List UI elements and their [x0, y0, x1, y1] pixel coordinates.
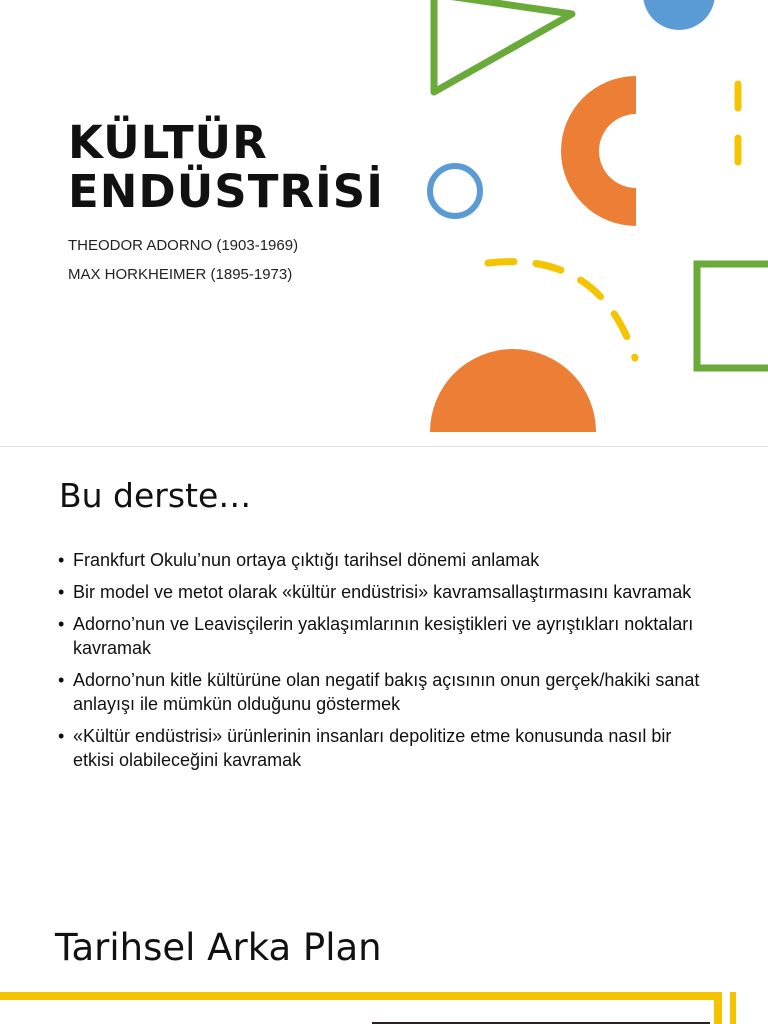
blue-ring-shape — [430, 166, 480, 216]
slide-heading: Bu derste… — [59, 476, 252, 515]
list-item: • Adorno’nun kitle kültürüne olan negatif bakış açısının onun gerçek/hakiki sanat anlayışı ile mümkün olduğunu göstermek — [56, 668, 706, 716]
slide-divider — [0, 446, 768, 447]
yellow-dashed-arc-shape — [488, 262, 635, 358]
orange-half-circle-shape — [430, 349, 596, 432]
list-item: • «Kültür endüstrisi» ürünlerinin insanları depolitize etme konusunda nasıl bir etkisi olabileceğini kavramak — [56, 724, 706, 772]
green-triangle-shape — [434, 0, 572, 92]
yellow-frame-top — [0, 992, 722, 1000]
list-item: • Frankfurt Okulu’nun ortaya çıktığı tarihsel dönemi anlamak — [56, 548, 706, 572]
title-line-2: ENDÜSTRİSİ — [68, 165, 384, 218]
subtitle-horkheimer: MAX HORKHEIMER (1895-1973) — [68, 266, 293, 283]
objectives-slide — [0, 452, 768, 892]
decorative-shapes — [0, 0, 768, 440]
blue-circle-shape — [643, 0, 715, 30]
list-item: • Adorno’nun ve Leavisçilerin yaklaşımlarının kesiştikleri ve ayrıştıkları noktaları kavramak — [56, 612, 706, 660]
title-line-1: KÜLTÜR — [68, 116, 268, 169]
green-square-shape — [697, 264, 768, 368]
list-item: • Bir model ve metot olarak «kültür endüstrisi» kavramsallaştırmasını kavramak — [56, 580, 706, 604]
title-slide — [0, 0, 768, 440]
slide-heading: Tarihsel Arka Plan — [55, 926, 382, 969]
subtitle-adorno: THEODOR ADORNO (1903-1969) — [68, 237, 299, 254]
objectives-list — [56, 548, 706, 780]
yellow-frame-side — [714, 992, 722, 1024]
orange-c-shape — [561, 76, 636, 226]
yellow-frame-side-outer — [730, 992, 736, 1024]
slide-title — [68, 118, 428, 216]
background-slide — [0, 892, 768, 1024]
